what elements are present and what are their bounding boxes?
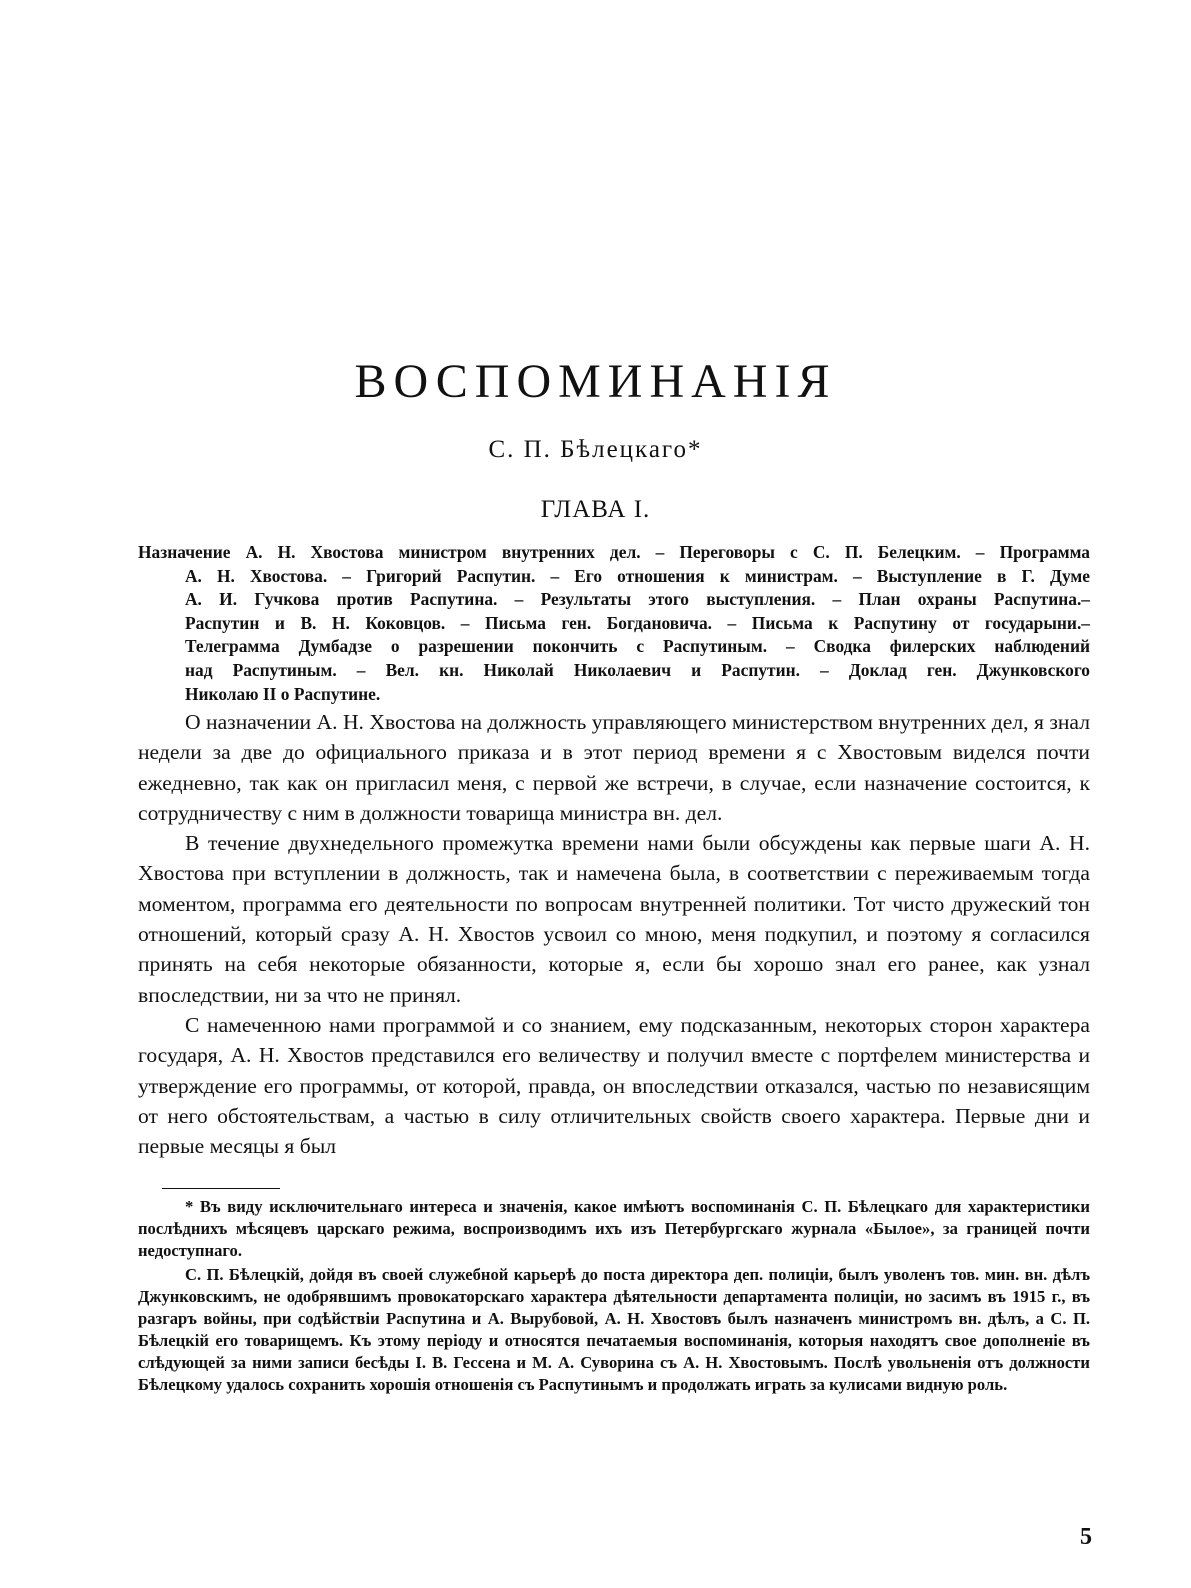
footnote-divider (162, 1188, 280, 1189)
summary-line: А. И. Гучкова против Распутина. – Результаты этого выступления. – План охраны Распутина.– (185, 589, 1090, 610)
summary-line: А. Н. Хвостова. – Григорий Распутин. – Его отношения к министрам. – Выступление в Г. Думе (185, 565, 1090, 586)
summary-line: Николаю II о Распутине. (185, 683, 381, 704)
summary-line: над Распутиным. – Вел. кн. Николай Николаевич и Распутин. – Доклад ген. Джунковского (185, 659, 1090, 680)
chapter-summary (138, 541, 1090, 706)
footnote-paragraph: С. П. Бѣлецкій, дойдя въ своей служебной карьерѣ до поста директора деп. полиціи, былъ уволенъ тов. мин. вн. дѣлъ Джунковскимъ, не одобрявшимъ провокаторскаго характера дѣятельности департамента полиціи, но засимъ въ 1915 г., въ разгаръ войны, при содѣйствіи Распутина и А. Вырубовой, А. Н. Хвостовъ былъ назначенъ министромъ вн. дѣлъ, а С. П. Бѣлецкій его товарищемъ. Къ этому періоду и относятся печатаемыя воспоминанія, которыя находятъ свое дополненіе въ слѣдующей за ними записи бесѣды I. В. Гессена и М. А. Суворина съ А. Н. Хвостовымъ. Послѣ увольненія отъ должности Бѣлецкому удалось сохранить хорошія отношенія съ Распутинымъ и продолжать играть за кулисами видную роль. (138, 1265, 1090, 1394)
summary-line: Распутин и В. Н. Коковцов. – Письма ген. Богдановича. – Письма к Распутину от государыни.– (185, 612, 1090, 633)
summary-line: Назначение А. Н. Хвостова министром внутренних дел. – Переговоры с С. П. Белецким. – Программа (138, 542, 1090, 562)
page-number: 5 (1080, 1524, 1092, 1550)
author-line: С. П. Бѣлецкаго* (488, 436, 703, 463)
body-paragraph: В течение двухнедельного промежутка времени нами были обсуждены как первые шаги А. Н. Хвостова при вступлении в должность, так и намечена была, в соответствии с переживаемым тогда моментом, программа его деятельности по вопросам внутренней политики. Тот чисто дружеский тон отношений, который сразу А. Н. Хвостов усвоил со мною, меня подкупил, и поэтому я согласился принять на себя некоторые обязанности, которые я, если бы хорошо знал его ранее, как узнал впоследствии, ни за что не принял. (138, 831, 1090, 1007)
footnote-paragraph: * Въ виду исключительнаго интереса и значенія, какое имѣютъ воспоминанія С. П. Бѣлецкаго для характеристики послѣднихъ мѣсяцевъ царскаго режима, воспроизводимъ ихъ изъ Петербургскаго журнала «Былое», за границей почти недоступнаго. (138, 1197, 1090, 1260)
summary-line: Телеграмма Думбадзе о разрешении покончить с Распутиным. – Сводка филерских наблюдений (185, 636, 1090, 657)
memoir-title: ВОСПОМИНАНІЯ (354, 355, 837, 408)
footnotes (138, 1196, 1090, 1398)
body-paragraph: С намеченною нами программой и со знанием, ему подсказанным, некоторых сторон характера государя, А. Н. Хвостов представился его величеству и получил вместе с портфелем министерства и утверждение его программы, от которой, правда, он впоследствии отказался, частью по независящим от него обстоятельствам, а частью в силу отличительных свойств своего характера. Первые дни и первые месяцы я был (138, 1012, 1090, 1159)
body-text (138, 707, 1090, 1161)
chapter-heading: ГЛАВА I. (540, 496, 651, 523)
body-paragraph: О назначении А. Н. Хвостова на должность управляющего министерством внутренних дел, я знал недели за две до официального приказа и в этот период времени я с Хвостовым виделся почти ежедневно, так как он пригласил меня, с первой же встречи, в случае, если назначение состоится, к сотрудничеству с ним в должности товарища министра вн. дел. (138, 710, 1090, 825)
